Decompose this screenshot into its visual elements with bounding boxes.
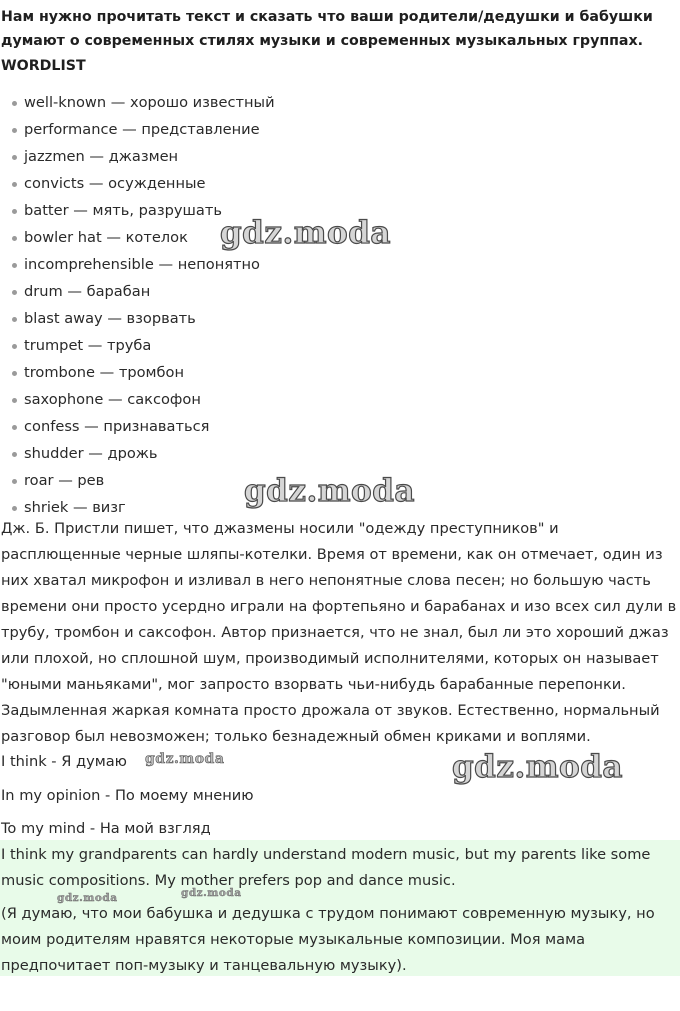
- wordlist-item: [0, 386, 275, 413]
- bullet-icon: [12, 425, 17, 430]
- wordlist-item-text: jazzmen — джазмен: [24, 148, 179, 165]
- phrase-in-my-opinion: In my opinion - По моему мнению: [1, 787, 254, 804]
- translation-paragraph: Дж. Б. Пристли пишет, что джазмены носили "одежду преступников" и расплющенные черные шляпы-котелки. Время от времени, как он отмечает, один из них хватал микрофон и изливал в него непонятные слова песен; но большую часть времени они просто усердно играли на фортепьяно и барабанах и изо всех сил дули в трубу, тромбон и саксофон. Автор признается, что не знал, был ли это хороший джаз или плохой, но сплошной шум, производимый исполнителями, которых он называет "юными маньяками", мог запросто взорвать чьи-нибудь барабанные перепонки. Задымленная жаркая комната просто дрожала от звуков. Естественно, нормальный разговор был невозможен; только безнадежный обмен криками и воплями.: [1, 520, 677, 745]
- answer-block: [0, 840, 680, 976]
- watermark-logo: gdz.moda: [145, 751, 225, 767]
- task-instruction: Нам нужно прочитать текст и сказать что ваши родители/дедушки и бабушки думают о современных стилях музыки и современных музыкальных группах.: [1, 9, 653, 49]
- phrase-to-my-mind: To my mind - На мой взгляд: [1, 820, 211, 837]
- wordlist-item: [0, 467, 275, 494]
- watermark-logo: gdz.moda: [452, 749, 623, 785]
- bullet-icon: [12, 398, 17, 403]
- bullet-icon: [12, 236, 17, 241]
- bullet-icon: [12, 101, 17, 106]
- wordlist-item-text: performance — представление: [24, 121, 260, 138]
- wordlist-item-text: batter — мять, разрушать: [24, 202, 222, 219]
- bullet-icon: [12, 371, 17, 376]
- bullet-icon: [12, 452, 17, 457]
- watermark-logo: gdz.moda: [57, 892, 118, 904]
- bullet-icon: [12, 209, 17, 214]
- wordlist-item-text: blast away — взорвать: [24, 310, 196, 327]
- wordlist-item: [0, 278, 275, 305]
- watermark-logo: gdz.moda: [244, 473, 415, 509]
- wordlist-item: [0, 413, 275, 440]
- watermark-logo: gdz.moda: [220, 215, 391, 251]
- phrase-i-think: I think - Я думаю: [1, 753, 127, 770]
- answer-russian: (Я думаю, что мои бабушка и дедушка с трудом понимают современную музыку, но моим родителям нравятся некоторые музыкальные композиции. Моя мама предпочитает поп-музыку и танцевальную музыку).: [1, 905, 655, 974]
- wordlist-item-text: roar — рев: [24, 472, 105, 489]
- wordlist-item: [0, 332, 275, 359]
- wordlist-item: [0, 251, 275, 278]
- wordlist-item-text: incomprehensible — непонятно: [24, 256, 260, 273]
- wordlist-item-text: trombone — тромбон: [24, 364, 185, 381]
- wordlist-item: [0, 170, 275, 197]
- bullet-icon: [12, 479, 17, 484]
- wordlist-item: [0, 116, 275, 143]
- wordlist-item-text: confess — признаваться: [24, 418, 210, 435]
- bullet-icon: [12, 506, 17, 511]
- bullet-icon: [12, 344, 17, 349]
- bullet-icon: [12, 317, 17, 322]
- wordlist-item-text: bowler hat — котелок: [24, 229, 188, 246]
- wordlist-item: [0, 440, 275, 467]
- wordlist-item-text: trumpet — труба: [24, 337, 152, 354]
- watermark-logo: gdz.moda: [181, 887, 242, 899]
- wordlist-title: WORDLIST: [1, 58, 86, 74]
- wordlist: [0, 89, 275, 521]
- wordlist-item: [0, 305, 275, 332]
- wordlist-item-text: saxophone — саксофон: [24, 391, 201, 408]
- wordlist-item-text: drum — барабан: [24, 283, 151, 300]
- wordlist-item-text: well-known — хорошо известный: [24, 94, 275, 111]
- bullet-icon: [12, 290, 17, 295]
- wordlist-item: [0, 89, 275, 116]
- bullet-icon: [12, 263, 17, 268]
- wordlist-item-text: shriek — визг: [24, 499, 126, 516]
- bullet-icon: [12, 182, 17, 187]
- wordlist-item: [0, 359, 275, 386]
- wordlist-item-text: convicts — осужденные: [24, 175, 206, 192]
- bullet-icon: [12, 155, 17, 160]
- wordlist-item-text: shudder — дрожь: [24, 445, 158, 462]
- bullet-icon: [12, 128, 17, 133]
- wordlist-item: [0, 143, 275, 170]
- answer-english: I think my grandparents can hardly understand modern music, but my parents like some music compositions. My mother prefers pop and dance music.: [1, 846, 651, 889]
